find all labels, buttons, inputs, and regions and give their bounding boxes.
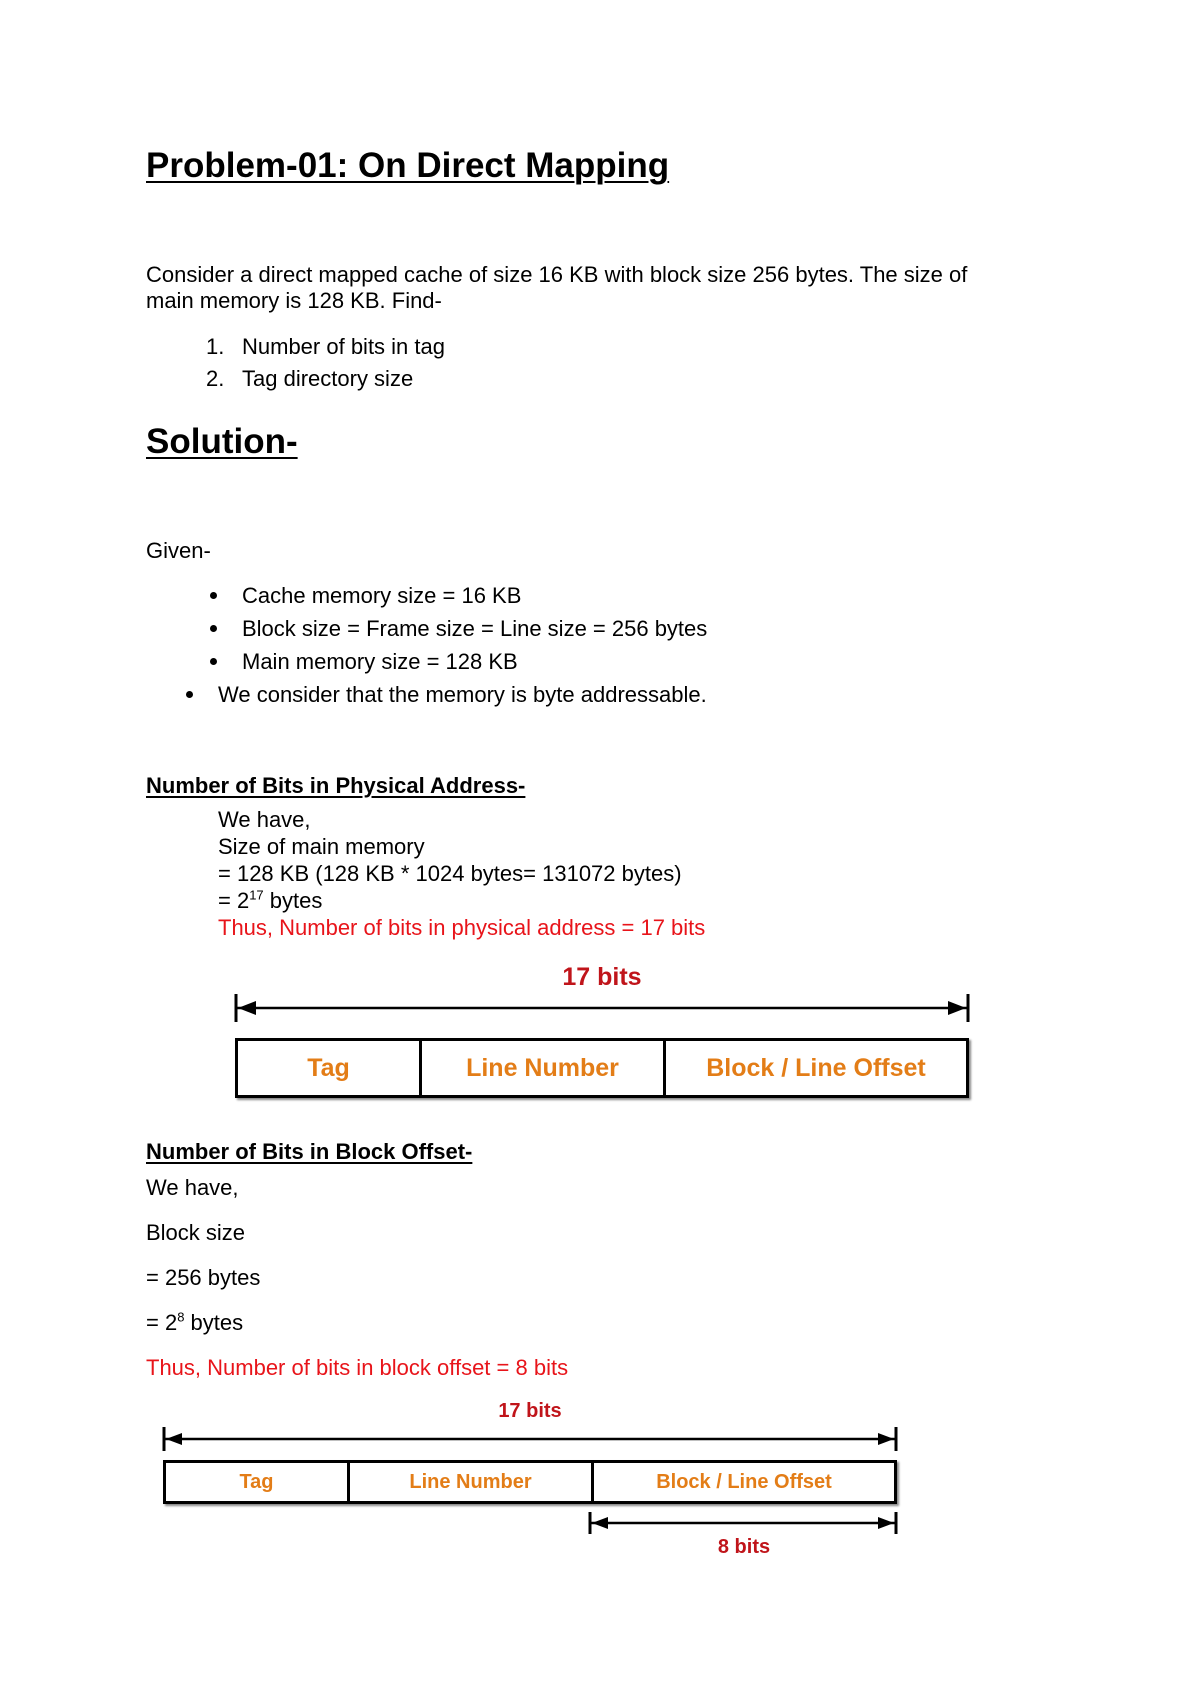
field-line-number: Line Number (350, 1463, 594, 1501)
bullet-icon (210, 658, 217, 665)
physical-power-line (218, 888, 322, 914)
power-prefix: = 2 (146, 1310, 178, 1335)
block-offset-line: = 256 bytes (146, 1265, 261, 1290)
span-arrow-icon (158, 1422, 902, 1456)
power-suffix: bytes (263, 888, 323, 913)
given-item: Cache memory size = 16 KB (242, 583, 522, 608)
block-offset-heading: Number of Bits in Block Offset- (146, 1139, 473, 1164)
problem-line-2: main memory is 128 KB. Find- (146, 288, 442, 313)
span-arrow-icon (230, 988, 974, 1028)
power-suffix: bytes (184, 1310, 244, 1335)
question-number: 2. (206, 366, 225, 391)
question-text: Number of bits in tag (242, 334, 445, 359)
address-fields (163, 1460, 897, 1504)
physical-line: = 128 KB (128 KB * 1024 bytes= 131072 bytes) (218, 861, 682, 886)
field-block-offset: Block / Line Offset (656, 1470, 832, 1493)
page-title: Problem-01: On Direct Mapping (146, 146, 670, 185)
problem-line-1: Consider a direct mapped cache of size 16 KB with block size 256 bytes. The size of (146, 262, 968, 287)
total-bits-label: 17 bits (562, 963, 642, 991)
offset-bits-label: 8 bits (717, 1536, 771, 1558)
question-text: Tag directory size (242, 366, 414, 391)
address-format-diagram-1 (230, 958, 974, 1108)
field-tag: Tag (238, 1041, 422, 1095)
question-number: 1. (206, 334, 225, 359)
block-offset-conclusion: Thus, Number of bits in block offset = 8 bits (146, 1355, 569, 1380)
physical-line: Size of main memory (218, 834, 425, 859)
physical-conclusion: Thus, Number of bits in physical address = 17 bits (218, 915, 706, 940)
power-exponent: 8 (177, 1309, 185, 1325)
given-item: We consider that the memory is byte addressable. (218, 682, 707, 707)
field-tag: Tag (166, 1463, 350, 1501)
block-offset-line: We have, (146, 1175, 239, 1200)
given-label: Given- (146, 538, 211, 563)
block-offset-power-line (146, 1310, 243, 1336)
block-offset-line: Block size (146, 1220, 246, 1245)
power-exponent: 17 (249, 887, 264, 903)
bullet-icon (186, 691, 193, 698)
total-bits-label: 17 bits (498, 1400, 562, 1422)
field-line-number: Line Number (422, 1041, 666, 1095)
address-format-diagram-2 (158, 1398, 902, 1558)
bullet-icon (210, 592, 217, 599)
physical-address-heading: Number of Bits in Physical Address- (146, 773, 526, 798)
field-block-offset: Block / Line Offset (706, 1053, 926, 1082)
power-prefix: = 2 (218, 888, 250, 913)
address-fields (235, 1038, 969, 1098)
given-item: Block size = Frame size = Line size = 256 bytes (242, 616, 708, 641)
bullet-icon (210, 625, 217, 632)
given-item: Main memory size = 128 KB (242, 649, 518, 674)
offset-span-arrow-icon (586, 1508, 902, 1538)
physical-line: We have, (218, 807, 311, 832)
solution-heading: Solution- (146, 422, 298, 461)
